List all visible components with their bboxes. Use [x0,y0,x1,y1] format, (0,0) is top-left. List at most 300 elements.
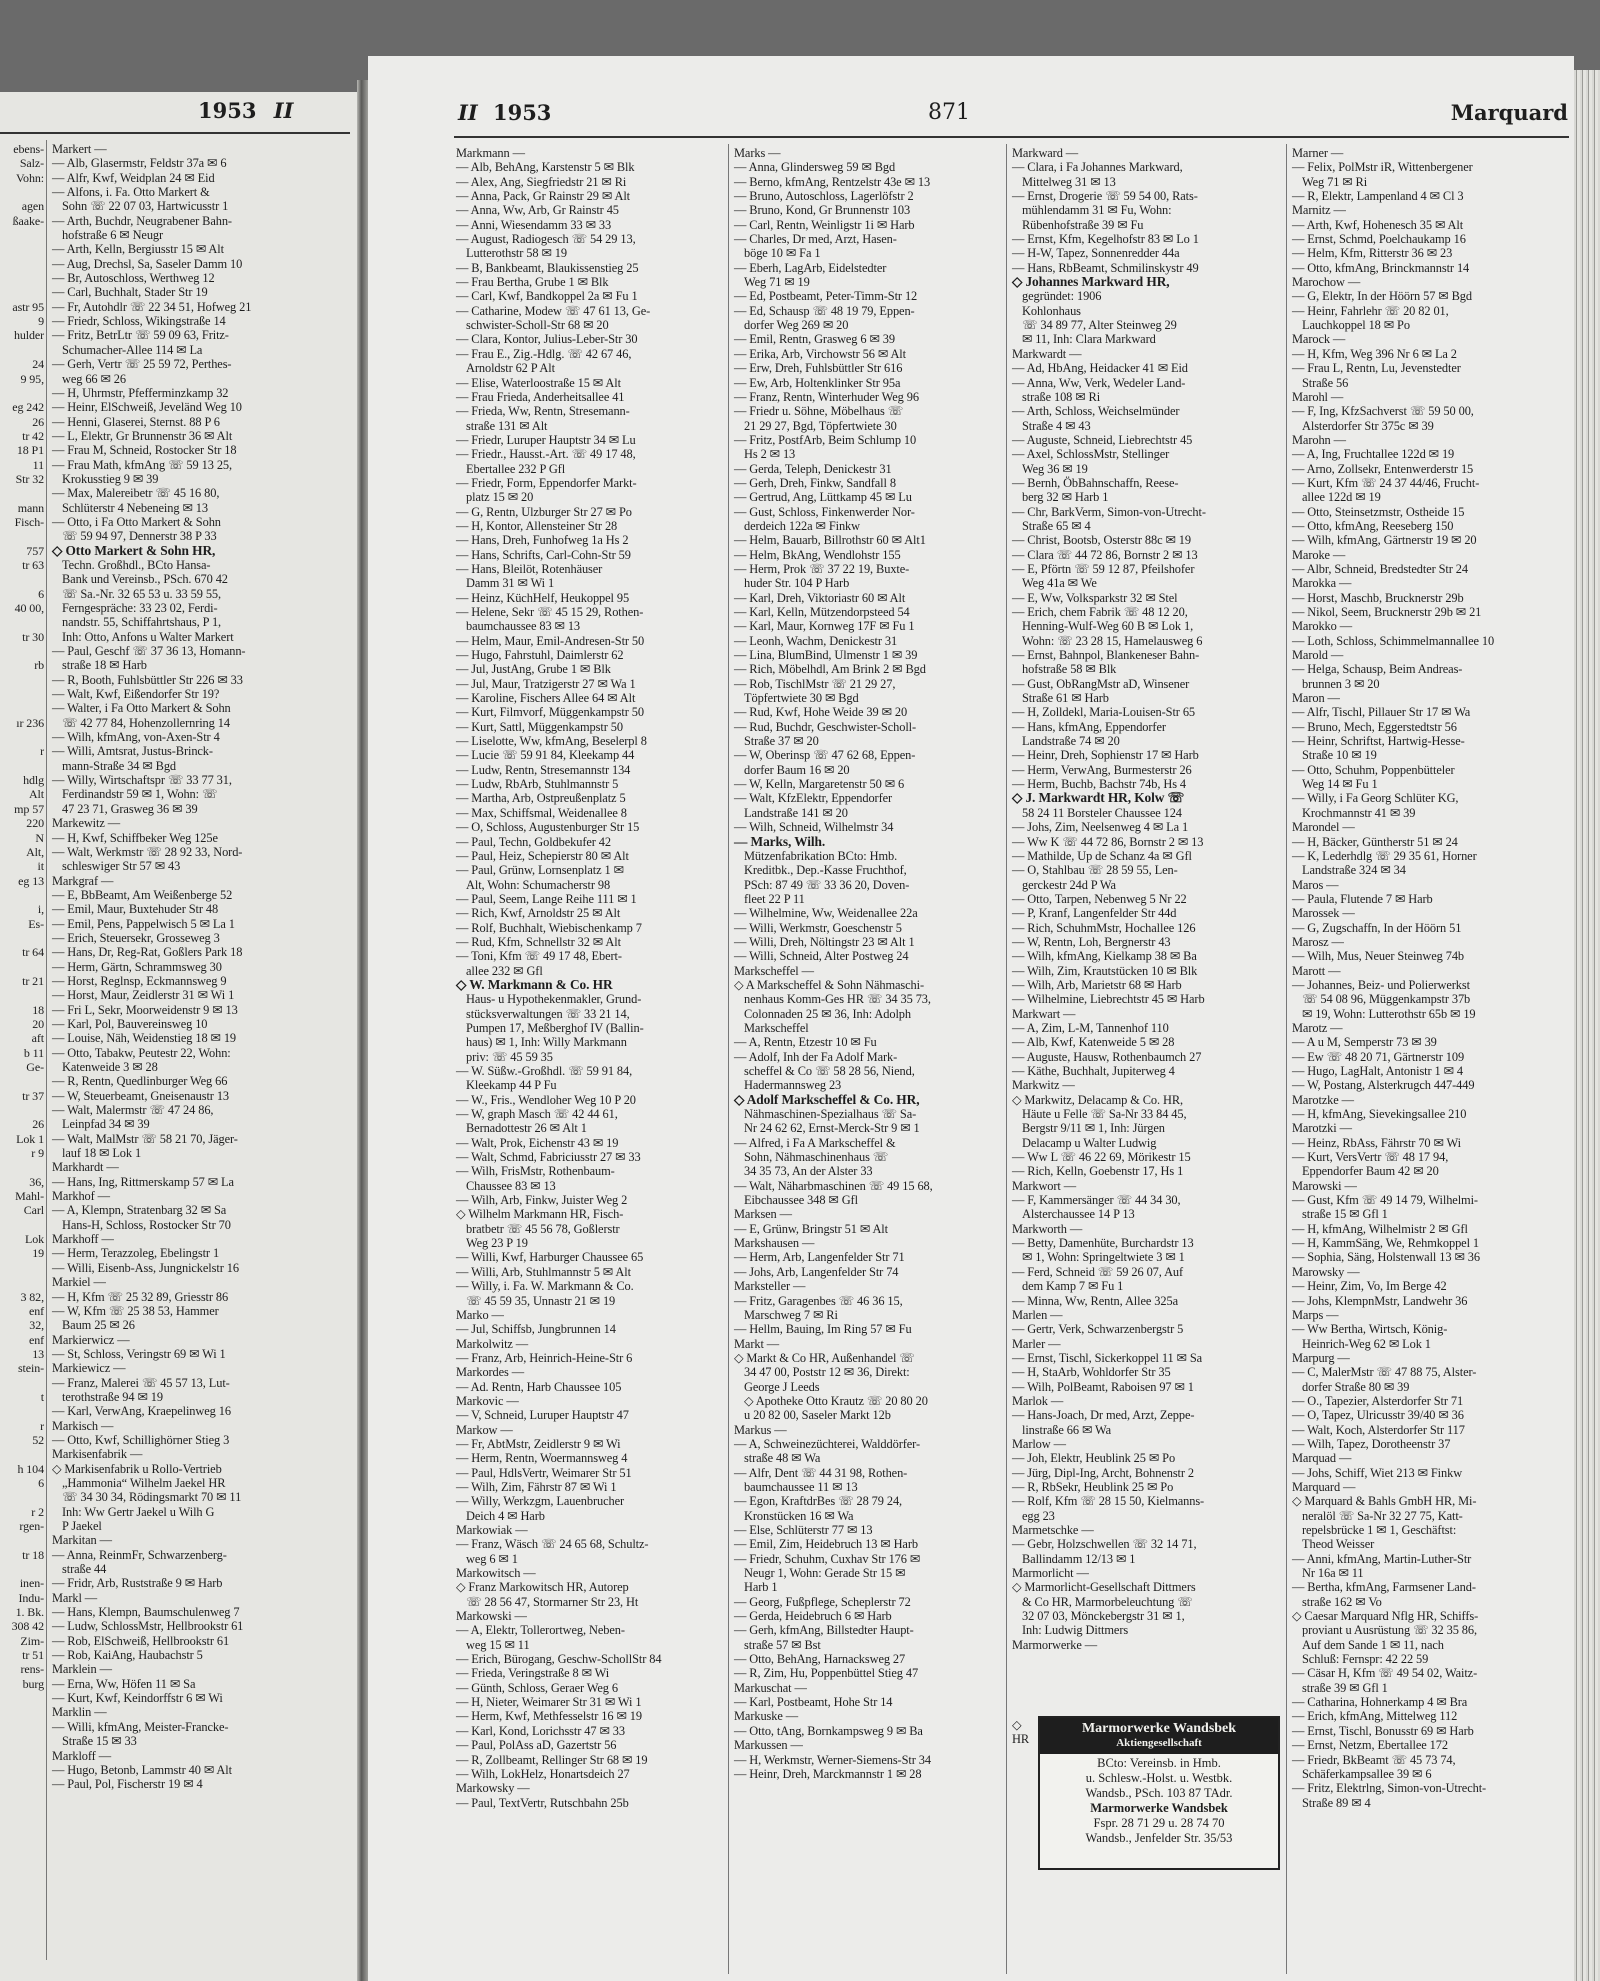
cut-off-fragment: stein- [17,1361,44,1376]
entry-heading: Maroke — [1292,547,1346,562]
directory-line: — Walt, Kwf, Eißendorfer Str 19? [52,687,220,702]
directory-line: — Paul, Seem, Lange Reihe 111 ✉ 1 [456,891,637,906]
directory-line: gegründet: 1906 [1022,289,1102,304]
right-column-3 [1012,146,1280,1652]
directory-line: — Alb, Glasermstr, Feldstr 37a ✉ 6 [52,156,227,171]
directory-line: — Walt, Werkmstr ☏ 28 92 33, Nord- [52,844,243,859]
directory-line: — Rich, SchuhmMstr, Hochallee 126 [1012,920,1196,935]
entry-heading: Markhoff — [52,1232,114,1247]
directory-line: — Herm, VerwAng, Burmesterstr 26 [1012,762,1192,777]
directory-line: Bernadottestr 26 ✉ Alt 1 [466,1121,587,1136]
cut-off-fragment: tr 21 [22,973,44,988]
cut-off-fragment [0,644,44,658]
entry-heading: Marosz — [1292,934,1344,949]
cut-off-fragment [0,1562,44,1576]
cut-off-fragment [0,673,44,687]
directory-line: schleswiger Str 57 ✉ 43 [62,859,181,874]
right-page [368,56,1574,1981]
cut-off-fragment: eg 242 [12,400,44,415]
directory-line: u 20 82 00, Saseler Markt 12b [744,1408,891,1423]
directory-line: — Frau E., Zig.-Hdlg. ☏ 42 67 46, [456,346,632,361]
directory-line: ◇ Marquard & Bahls GmbH HR, Mi- [1292,1494,1477,1509]
directory-line: — Ew, Arb, Holtenklinker Str 95a [734,375,901,390]
directory-line: Landstraße 324 ✉ 34 [1302,863,1406,878]
cut-off-fragment: tr 63 [22,557,44,572]
directory-line: — H, KammSäng, We, Rehmkoppel 1 [1292,1236,1480,1251]
entry-heading: Markworth — [1012,1221,1083,1236]
entry-heading: Markuschat — [734,1680,807,1695]
entry-heading: Marksen — [734,1207,792,1222]
directory-line: repelsbrücke 1 ✉ 1, Geschäftst: [1302,1523,1457,1537]
directory-line: — Otto, BehAng, Harnacksweg 27 [734,1652,906,1667]
cut-off-fragment: r 9 [31,1146,44,1161]
directory-line: — Franz, Rentn, Winterhuder Weg 96 [734,389,919,404]
directory-line: — Käthe, Buchhalt, Jupiterweg 4 [1012,1064,1175,1078]
cut-off-fragment: Es- [28,916,44,931]
entry-heading: Marnitz — [1292,203,1346,218]
cut-off-fragment: 6 [38,1475,44,1490]
cut-off-fragment: Indu- [18,1590,44,1605]
directory-line: — Johs, KlempnMstr, Landwehr 36 [1292,1293,1468,1308]
directory-line: Alsterdorfer Str 375c ✉ 39 [1302,418,1434,433]
directory-line: — Helm, Maur, Emil-Andresen-Str 50 [456,633,645,648]
directory-line: — Arno, Zollsekr, Entenwerderstr 15 [1292,461,1474,476]
directory-line: — B, Bankbeamt, Blaukissenstieg 25 [456,260,639,275]
directory-line: — Leonh, Wachm, Denickestr 31 [734,633,898,648]
directory-line: Henning-Wulf-Weg 60 B ✉ Lok 1, [1022,619,1194,634]
directory-line: Hadermannsweg 23 [744,1078,842,1093]
directory-line: — Wilh, Zim, Krautstücken 10 ✉ Blk [1012,963,1198,978]
cut-off-fragment [0,759,44,773]
advert-marker-hr: HR [1012,1732,1030,1747]
directory-line: — Heinz, RbAss, Fährstr 70 ✉ Wi [1292,1135,1462,1150]
directory-line: — Toni, Kfm ☏ 49 17 48, Ebert- [456,949,622,964]
directory-line: — Paul, Pol, Fischerstr 19 ✉ 4 [52,1777,203,1792]
directory-line: straße 44 [62,1562,107,1577]
directory-line: Weg 71 ✉ Ri [1302,174,1368,189]
directory-line: — Bruno, Autoschloss, Lagerlöfstr 2 [734,189,914,204]
advert-line: Fspr. 28 71 29 u. 28 74 70 [1093,1816,1225,1830]
directory-line: ☏ 54 08 96, Müggenkampstr 37b [1302,992,1471,1007]
cut-off-fragment: ebens- [13,142,44,156]
directory-line: — Frau Bertha, Grube 1 ✉ Blk [456,275,609,290]
directory-line: — Axel, SchlossMstr, Stellinger [1012,447,1170,462]
cut-off-fragment: Fisch- [14,514,44,529]
directory-line: — Auguste, Schneid, Liebrechtstr 45 [1012,432,1193,447]
directory-line: — Heinr, Dreh, Sophienstr 17 ✉ Harb [1012,748,1199,763]
directory-line: — Jul, JustAng, Grube 1 ✉ Blk [456,662,611,677]
directory-line: egg 23 [1022,1508,1055,1523]
entry-heading: Markisenfabrik — [52,1447,143,1462]
directory-line: — Bruno, Kond, Gr Brunnenstr 103 [734,203,911,218]
entry-heading: Marohl — [1292,389,1344,404]
directory-line: — Friedr u. Söhne, Möbelhaus ☏ [734,404,904,419]
advert-marker-diamond: ◇ [1012,1718,1022,1732]
directory-line: straße 57 ✉ Bst [744,1637,821,1652]
cut-off-fragment [0,730,44,744]
directory-line: — O., Tapezier, Alsterdorfer Str 71 [1292,1393,1464,1408]
directory-line: böge 10 ✉ Fa 1 [744,246,821,261]
directory-line: ◇ Franz Markowitsch HR, Autorep [456,1580,629,1595]
directory-line: — W, Rentn, Loh, Bergnerstr 43 [1012,934,1171,949]
directory-line: — W, Postang, Alsterkrugch 447-449 [1292,1078,1475,1093]
directory-line: straße 48 ✉ Wa [744,1451,821,1466]
directory-line: — Ernst, Tischl, Bonusstr 69 ✉ Harb [1292,1723,1474,1738]
directory-line: straße 162 ✉ Vo [1302,1594,1382,1609]
directory-line: — A, Ing, Fruchtallee 122d ✉ 19 [1292,447,1455,462]
cut-off-fragment: it [37,859,44,874]
directory-line: — W, Oberinsp ☏ 47 62 68, Eppen- [734,748,916,763]
directory-line: & Co HR, Marmorbeleuchtung ☏ [1022,1594,1193,1609]
cut-off-fragment: Lok 1 [16,1131,44,1146]
directory-line: — Karl, VerwAng, Kraepelinweg 16 [52,1404,231,1419]
directory-line: — Alfred, i Fa A Markscheffel & [734,1135,896,1150]
entry-heading: Markus — [734,1422,787,1437]
directory-line: — O, Tapez, Ulricusstr 39/40 ✉ 36 [1292,1408,1464,1423]
entry-heading: Marondel — [1292,820,1355,835]
directory-line: — Helga, Schausp, Beim Andreas- [1292,662,1463,677]
directory-line: — H, Bäcker, Güntherstr 51 ✉ 24 [1292,834,1458,849]
cut-off-fragment [0,185,44,199]
directory-line: — Anni, Wiesendamm 33 ✉ 33 [456,217,612,232]
cut-off-fragment [0,1447,44,1461]
directory-line: Rübenhofstraße 39 ✉ Fu [1022,217,1144,232]
cut-off-fragment: hdlg [23,773,44,788]
directory-line: — L, Elektr, Gr Brunnenstr 36 ✉ Alt [52,428,233,443]
directory-line: — Jul, Maur, Tratzigerstr 27 ✉ Wa 1 [456,676,636,691]
entry-heading: Marochow — [1292,275,1361,290]
entry-heading: Markitan — [52,1533,112,1548]
directory-line: — R, Zollbeamt, Rellinger Str 68 ✉ 19 [456,1752,648,1767]
directory-line: Straße 15 ✉ 33 [62,1734,137,1749]
marmorwerke-advert [1038,1716,1280,1870]
directory-line: — Loth, Schloss, Schimmelmannallee 10 [1292,633,1495,648]
directory-line: Katenweide 3 ✉ 28 [62,1060,158,1074]
directory-line: — H-W, Tapez, Sonnenredder 44a [1012,246,1180,261]
directory-line: — Herm, Arb, Langenfelder Str 71 [734,1250,905,1265]
directory-line: — Helene, Sekr ☏ 45 15 29, Rothen- [456,605,644,619]
cut-off-fragment: Alt, [26,844,44,859]
entry-heading: Maros — [1292,877,1339,892]
directory-line: — K, Lederhdlg ☏ 29 35 61, Horner [1292,848,1477,863]
directory-line: derdeich 122a ✉ Finkw [744,518,860,533]
directory-line: — Willy, Werkzgm, Lauenbrucher [456,1494,624,1509]
directory-line: — Wilh, Arb, Finkw, Juister Weg 2 [456,1193,628,1208]
directory-line: — Ad, HbAng, Heidacker 41 ✉ Eid [1012,361,1188,376]
entry-heading: Marossek — [1292,906,1355,921]
cut-off-fragment: 6 [38,586,44,601]
directory-line: Deich 4 ✉ Harb [466,1508,545,1523]
directory-line: — Minna, Ww, Rentn, Allee 325a [1012,1293,1178,1308]
directory-line: — Rud, Kwf, Hohe Weide 39 ✉ 20 [734,705,908,720]
entry-heading: Marotz — [1292,1020,1343,1035]
directory-line: — Franz, Malerei ☏ 45 57 13, Lut- [52,1375,230,1390]
directory-line: — Catharina, Hohnerkamp 4 ✉ Bra [1292,1695,1468,1710]
cut-off-fragment [0,386,44,400]
advert-line: u. Schlesw.-Holst. u. Westbk. [1085,1771,1233,1785]
directory-line: nandstr. 55, Schiffahrtshaus, P 1, [62,615,222,630]
firm-entry: ◇ W. Markmann & Co. HR [456,976,613,992]
cut-off-fragment: rgen- [19,1519,44,1533]
directory-line: — Cäsar H, Kfm ☏ 49 54 02, Waitz- [1292,1666,1478,1681]
directory-line: — Otto, kfmAng, Reeseberg 150 [1292,518,1454,533]
directory-line: — Willi, Schneid, Alter Postweg 24 [734,949,909,964]
directory-line: — Walter, i Fa Otto Markert & Sohn [52,701,231,716]
directory-line: — Gust, Schloss, Finkenwerder Nor- [734,504,915,519]
directory-line: — Fridr, Arb, Ruststraße 9 ✉ Harb [52,1576,223,1591]
directory-line: — R, Booth, Fuhlsbüttler Str 226 ✉ 33 [52,672,243,687]
directory-line: — Paula, Flutende 7 ✉ Harb [1292,891,1433,906]
directory-line: straße 15 ✉ Gfl 1 [1302,1207,1388,1222]
directory-line: — Alex, Ang, Siegfriedstr 21 ✉ Ri [456,174,627,189]
directory-line: Weg 23 P 19 [466,1236,528,1251]
column-divider-2 [1006,144,1007,1974]
directory-line: — Ernst, Kfm, Kegelhofstr 83 ✉ Lo 1 [1012,232,1199,247]
directory-line: — Ernst, Tischl, Sickerkoppel 11 ✉ Sa [1012,1350,1203,1365]
directory-line: Kronstücken 16 ✉ Wa [744,1508,854,1523]
directory-line: — Otto, i Fa Otto Markert & Sohn [52,514,221,529]
entry-heading: Marmorlicht — [1012,1566,1089,1581]
directory-line: — Hans, Ing, Rittmerskamp 57 ✉ La [52,1174,234,1189]
directory-line: — Anna, Pack, Gr Rainstr 29 ✉ Alt [456,189,630,204]
directory-line: mühlendamm 31 ✉ Fu, Wohn: [1022,203,1172,218]
cut-off-fragment: N [35,830,44,845]
directory-line: — H, Nieter, Weimarer Str 31 ✉ Wi 1 [456,1695,642,1710]
cut-off-fragment [0,687,44,701]
directory-line: — E, Grünw, Bringstr 51 ✉ Alt [734,1221,888,1236]
directory-line: — Rich, Möbelhdl, Am Brink 2 ✉ Bgd [734,662,926,677]
directory-line: Schluß: Fernspr: 42 22 59 [1302,1652,1429,1667]
directory-line: — Willy, i Fa Georg Schlüter KG, [1292,791,1459,806]
cut-off-fragment: r 2 [31,1504,44,1519]
directory-line: — Ernst, Drogerie ☏ 59 54 00, Rats- [1012,189,1198,204]
directory-line: — Eberh, LagArb, Eidelstedter [734,260,887,275]
directory-line: ☏ 34 30 34, Rödingsmarkt 70 ✉ 11 [62,1490,242,1505]
directory-line: Leinpfad 34 ✉ 39 [62,1117,150,1132]
directory-line: Mittelweg 31 ✉ 13 [1022,174,1116,189]
directory-line: — Karoline, Fischers Allee 64 ✉ Alt [456,691,636,706]
directory-line: — Betty, Damenhüte, Burchardstr 13 [1012,1236,1194,1251]
directory-line: — Arth, Kelln, Bergiusstr 15 ✉ Alt [52,242,224,257]
directory-line: — Paul, Heiz, Schepierstr 80 ✉ Alt [456,848,629,863]
cut-off-fragment [0,1275,44,1289]
cut-off-fragment: ßaake- [12,213,44,228]
directory-line: — Ferd, Schneid ☏ 59 26 07, Auf [1012,1264,1184,1279]
entry-heading: Marler — [1012,1336,1061,1351]
directory-line: — Hugo, Betonb, Lammstr 40 ✉ Alt [52,1762,232,1777]
directory-line: — Herm, Buchb, Bachstr 74b, Hs 4 [1012,777,1187,792]
entry-heading: Marohn — [1292,432,1346,447]
directory-line: — Karl, Pol, Bauvereinsweg 10 [52,1016,208,1031]
directory-line: baumchaussee 83 ✉ 13 [466,619,581,634]
directory-line: Ferdinandstr 59 ✉ 1, Wohn: ☏ [62,787,218,802]
cut-off-fragment [0,1103,44,1117]
entry-heading: Marmorwerke — [1012,1637,1098,1652]
directory-line: Lauchkoppel 18 ✉ Po [1302,318,1410,333]
directory-line: — Fr, Autohdlr ☏ 22 34 51, Hofweg 21 [52,299,252,314]
book-gutter [357,80,368,1981]
directory-line: Kleekamp 44 P Fu [466,1078,557,1093]
running-head: Marquard [1450,100,1568,125]
directory-line: — H, kfmAng, Sievekingsallee 210 [1292,1107,1467,1122]
directory-line: — Otto, Schuhm, Poppenbütteler [1292,762,1455,777]
directory-line: Bergstr 9/11 ✉ 1, Inh: Jürgen [1022,1121,1165,1136]
directory-line: — Walt, MalMstr ☏ 58 21 70, Jäger- [52,1131,238,1146]
cut-off-fragment: 220 [26,816,44,831]
directory-line: — Franz, Arb, Heinrich-Heine-Str 6 [456,1350,633,1365]
directory-line: Ballindamm 12/13 ✉ 1 [1022,1551,1136,1566]
directory-line: — Paul, TextVertr, Rutschbahn 25b [456,1795,629,1810]
directory-line: Ferngespräche: 33 23 02, Ferdi- [62,601,218,615]
directory-line: Weg 71 ✉ 19 [744,275,810,290]
directory-line: — Elise, Waterloostraße 15 ✉ Alt [456,375,621,390]
directory-line: — O, Stahlbau ☏ 28 59 55, Len- [1012,863,1178,878]
entry-heading: Marpurg — [1292,1350,1350,1365]
directory-line: — Emil, Rentn, Grasweg 6 ✉ 39 [734,332,895,347]
directory-line: — Hans, Klempn, Baumschulenweg 7 [52,1605,240,1620]
directory-line: — Erich, Bürogang, Geschw-SchollStr 84 [456,1652,662,1667]
directory-line: — Heinr, Dreh, Marckmannstr 1 ✉ 28 [734,1766,922,1781]
entry-heading: Markwardt — [1012,346,1082,361]
directory-line: scheffel & Co ☏ 58 28 56, Niend, [744,1064,915,1078]
directory-line: — Rolf, Kfm ☏ 28 15 50, Kielmanns- [1012,1494,1205,1509]
directory-line: — Willi, Arb, Stuhlmannstr 5 ✉ Alt [456,1264,631,1279]
directory-line: — W, Kfm ☏ 25 38 53, Hammer [52,1303,219,1318]
cut-off-fragment [0,1533,44,1547]
directory-line: proviant u Ausrüstung ☏ 32 35 86, [1302,1623,1477,1638]
directory-line: — Carl, Buchhalt, Stader Str 19 [52,285,208,300]
directory-line: — Hans, kfmAng, Eppendorfer [1012,719,1166,734]
directory-line: — C, MalerMstr ☏ 47 88 75, Alster- [1292,1365,1477,1380]
directory-line: Mützenfabrikation BCto: Hmb. [744,848,898,863]
directory-line: — Max, Schiffsmal, Weidenallee 8 [456,805,627,820]
cut-off-fragment: b 11 [23,1045,44,1060]
cut-off-fragment: rens- [20,1662,44,1677]
entry-heading: Markovic — [456,1393,519,1408]
directory-line: — Max, Malereibetr ☏ 45 16 80, [52,486,220,501]
directory-line: Chaussee 83 ✉ 13 [466,1178,556,1193]
directory-line: — Heinr, Schriftst, Hartwig-Hesse- [1292,734,1465,749]
entry-heading: Markgraf — [52,873,114,888]
directory-line: Kohlonhaus [1022,303,1081,318]
directory-line: — Alfr, Dent ☏ 44 31 98, Rothen- [734,1465,908,1480]
directory-line: — Else, Schlüterstr 77 ✉ 13 [734,1523,873,1537]
directory-line: — Gust, ObRangMstr aD, Winsener [1012,676,1190,691]
directory-line: — Fritz, Garagenbes ☏ 46 36 15, [734,1293,903,1308]
directory-line: — W., Fris., Wendloher Weg 10 P 20 [456,1092,636,1107]
entry-heading: Marowski — [1292,1178,1357,1193]
directory-line: — Gerh, kfmAng, Billstedter Haupt- [734,1623,914,1638]
cut-off-fragment: 24 [32,357,44,372]
directory-line: Schlüterstr 4 Nebeneing ✉ 13 [62,500,208,515]
directory-line: — Georg, Fußpflege, Scheplerstr 72 [734,1594,911,1609]
directory-line: ✉ 11, Inh: Clara Markward [1022,332,1156,347]
directory-line: ◇ Markt & Co HR, Außenhandel ☏ [734,1350,915,1365]
directory-line: — H, kfmAng, Wilhelmistr 2 ✉ Gfl [1292,1221,1468,1236]
directory-line: stücksverwaltungen ☏ 33 21 14, [466,1006,630,1021]
cut-off-fragment: 3 82, [20,1289,44,1304]
directory-line: — Heinr, Fahrlehr ☏ 20 82 01, [1292,303,1449,318]
cut-off-fragment: i, [37,902,44,917]
cut-off-fragment: 36, [29,1174,44,1189]
directory-line: — Bertha, kfmAng, Farmsener Land- [1292,1580,1476,1595]
directory-line: — Anna, ReinmFr, Schwarzenberg- [52,1547,227,1562]
directory-line: Weg 36 ✉ 19 [1022,461,1088,476]
directory-line: terothstraße 94 ✉ 19 [62,1389,163,1404]
cut-off-fragment: 26 [32,1117,44,1132]
directory-line: — Johs, Arb, Langenfelder Str 74 [734,1264,899,1279]
directory-line: — Rich, Kelln, Goebenstr 17, Hs 1 [1012,1164,1184,1179]
directory-line: — Wilh, kfmAng, Kielkamp 38 ✉ Ba [1012,949,1197,964]
directory-line: — Clara, i Fa Johannes Markward, [1012,160,1183,175]
directory-line: — Paul, HdlsVertr, Weimarer Str 51 [456,1465,632,1480]
directory-line: ◇ Marmorlicht-Gesellschaft Dittmers [1012,1580,1196,1595]
directory-line: — A, Zim, L-M, Tannenhof 110 [1012,1020,1169,1035]
directory-line: — Mathilde, Up de Schanz 4a ✉ Gfl [1012,848,1192,863]
directory-line: — Rolf, Buchhalt, Wiebischenkamp 7 [456,920,642,935]
cut-off-fragment [0,486,44,500]
directory-line: Auf dem Sande 1 ✉ 11, nach [1302,1637,1444,1652]
left-page [0,92,357,1981]
directory-line: — Karl, Maur, Kornweg 17F ✉ Fu 1 [734,619,915,634]
directory-line: — Kurt, Sattl, Müggenkampstr 50 [456,719,623,734]
directory-line: — Otto, Tabakw, Peutestr 22, Wohn: [52,1045,231,1060]
directory-line: — Emil, Maur, Buxtehuder Str 48 [52,902,219,917]
directory-line: — R, RbSekr, Heublink 25 ✉ Po [1012,1479,1174,1494]
directory-line: straße 18 ✉ Harb [62,658,147,673]
entry-heading: Markmann — [456,146,525,160]
directory-line: — Christ, Bootsb, Osterstr 88c ✉ 19 [1012,533,1191,548]
directory-line: — Rud, Kfm, Schnellstr 32 ✉ Alt [456,934,621,949]
directory-line: — E, BbBeamt, Am Weißenberge 52 [52,887,233,902]
firm-entry: ◇ Johannes Markward HR, [1012,274,1170,290]
directory-line: berg 32 ✉ Harb 1 [1022,490,1109,505]
directory-line: — Wilh, Zim, Fährstr 87 ✉ Wi 1 [456,1479,617,1494]
directory-line: — Alb, BehAng, Karstenstr 5 ✉ Blk [456,160,635,175]
entry-heading: Marner — [1292,146,1344,160]
directory-line: — Hans-Joach, Dr med, Arzt, Zeppe- [1012,1408,1195,1423]
directory-line: dorfer Baum 16 ✉ 20 [744,762,850,777]
directory-line: — Wilh, Schneid, Wilhelmstr 34 [734,820,894,835]
directory-line: allee 122d ✉ 19 [1302,490,1381,505]
directory-line: — Wilhelmine, Liebrechtstr 45 ✉ Harb [1012,992,1205,1007]
cut-off-fragment: ır 236 [16,715,44,730]
directory-line: brunnen 3 ✉ 20 [1302,676,1380,691]
directory-line: — Wilh, PolBeamt, Raboisen 97 ✉ 1 [1012,1379,1194,1394]
directory-line: — Hans, Dreh, Funhofweg 1a Hs 2 [456,533,629,548]
directory-line: — Rob, TischlMstr ☏ 21 29 27, [734,676,896,691]
directory-line: — Otto, kfmAng, Brinckmannstr 14 [1292,260,1470,275]
advert-line: Marmorwerke Wandsbek [1090,1801,1228,1815]
directory-line: schwister-Scholl-Str 68 ✉ 20 [466,318,609,333]
directory-line: weg 6 ✉ 1 [466,1551,518,1566]
directory-line: — Alfons, i. Fa. Otto Markert & [52,185,210,200]
cut-off-fragment: 40 00, [14,601,44,615]
directory-line: Alt, Wohn: Schumacherstr 98 [466,877,611,892]
directory-line: — Johs, Schiff, Wiet 213 ✉ Finkw [1292,1465,1463,1480]
directory-line: allee 232 ✉ Gfl [466,963,543,978]
directory-line: — H, Kfm, Weg 396 Nr 6 ✉ La 2 [1292,346,1457,361]
directory-line: — A, Elektr, Tollerortweg, Neben- [456,1623,625,1638]
directory-line: Theod Weisser [1302,1537,1375,1552]
directory-line: — H, Zolldekl, Maria-Louisen-Str 65 [1012,705,1196,720]
entry-heading: Markt — [734,1336,780,1351]
directory-line: 34 35 73, An der Alster 33 [744,1164,873,1179]
directory-line: Marschweg 7 ✉ Ri [744,1307,838,1322]
directory-line: — Frieda, Ww, Rentn, Stresemann- [456,404,630,419]
directory-line: ☏ 28 56 47, Stormarner Str 23, Ht [466,1594,639,1609]
entry-heading: Markowsky — [456,1781,530,1796]
